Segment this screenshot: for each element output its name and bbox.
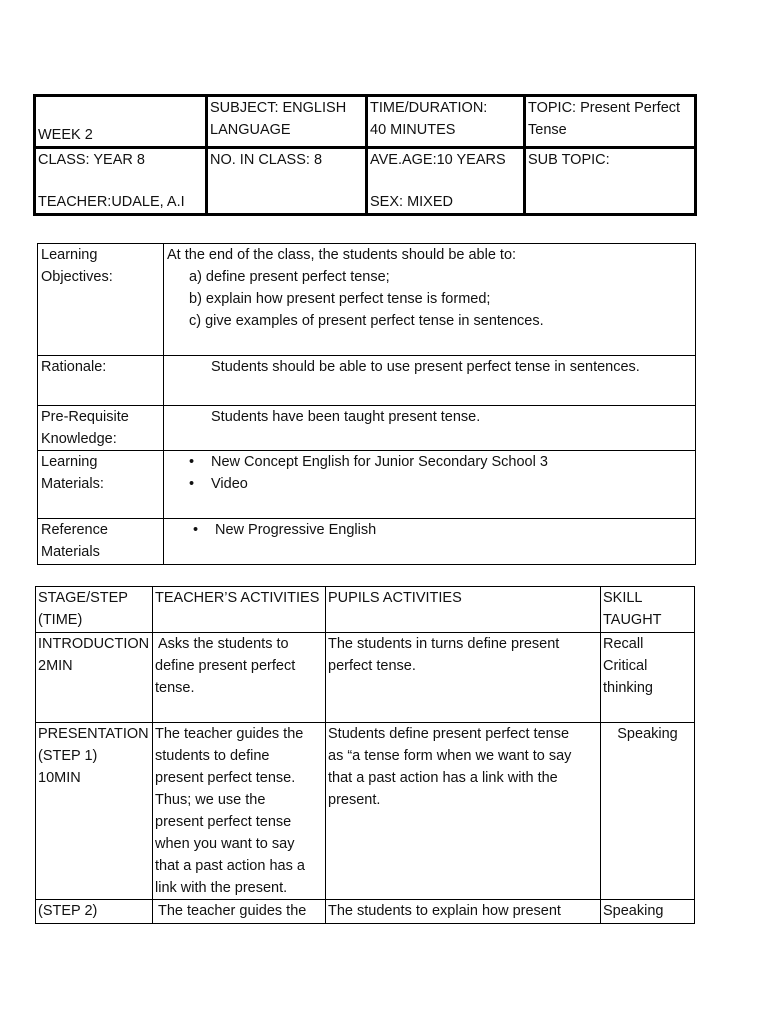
cell-line: link with the present. <box>155 880 288 896</box>
label-line: Materials <box>41 544 100 560</box>
subject-line-1: SUBJECT: ENGLISH <box>210 100 347 116</box>
header-text: PUPILS ACTIVITIES <box>328 590 462 606</box>
sub-topic-cell <box>525 148 696 215</box>
week-cell <box>35 96 207 148</box>
materials-label <box>38 451 164 519</box>
stage-cell <box>36 723 153 900</box>
materials-content <box>164 451 696 519</box>
learning-objectives-label <box>38 244 164 356</box>
bullet-icon: • <box>189 476 195 492</box>
label-line: Knowledge: <box>41 431 117 447</box>
material-text: New Concept English for Junior Secondary School 3 <box>211 454 548 470</box>
cell-line: INTRODUCTION <box>38 636 150 652</box>
pupils-cell <box>326 900 601 924</box>
cell-line: perfect tense. <box>328 658 416 674</box>
header-pupils <box>326 587 601 633</box>
topic-line-2: Tense <box>528 122 567 138</box>
cell-line: Critical <box>603 658 648 674</box>
label-line: Learning <box>41 454 98 470</box>
cell-line: tense. <box>155 680 195 696</box>
cell-line: when you want to say <box>155 836 295 852</box>
header-text: STAGE/STEP <box>38 590 128 606</box>
skill-cell <box>601 900 695 924</box>
ave-age-text: AVE.AGE:10 YEARS <box>370 152 506 168</box>
material-text: Video <box>211 476 248 492</box>
cell-line: Speaking <box>617 726 678 742</box>
week-text: WEEK 2 <box>38 127 93 143</box>
table-row <box>36 633 695 723</box>
table-row <box>36 900 695 924</box>
cell-line: 2MIN <box>38 658 73 674</box>
prereq-content <box>164 406 696 451</box>
no-in-class-cell <box>207 148 367 215</box>
teacher-cell <box>153 723 326 900</box>
cell-line: present perfect tense <box>155 814 292 830</box>
cell-line: PRESENTATION <box>38 726 149 742</box>
header-stage <box>36 587 153 633</box>
lesson-header-table <box>33 94 697 216</box>
topic-cell <box>525 96 696 148</box>
cell-line: thinking <box>603 680 653 696</box>
reference-label <box>38 519 164 565</box>
bullet-icon: • <box>189 454 195 470</box>
cell-line: (STEP 2) <box>38 903 98 919</box>
rationale-text: Students should be able to use present perfect tense in sentences. <box>211 359 640 375</box>
reference-list <box>167 519 692 541</box>
cell-line: Thus; we use the <box>155 792 266 808</box>
pupils-cell <box>326 633 601 723</box>
header-text: (TIME) <box>38 612 83 628</box>
list-item <box>193 519 692 541</box>
class-text: CLASS: YEAR 8 <box>38 152 145 168</box>
objective-item: a) define present perfect tense; <box>189 269 390 285</box>
stage-cell <box>36 633 153 723</box>
sex-text: SEX: MIXED <box>370 194 453 210</box>
subject-cell <box>207 96 367 148</box>
list-item <box>189 473 692 495</box>
header-text: SKILL <box>603 590 643 606</box>
cell-line: present perfect tense. <box>155 770 296 786</box>
table-header-row <box>36 587 695 633</box>
cell-line: that a past action has a link with the <box>328 770 558 786</box>
label-line: Reference <box>41 522 108 538</box>
cell-line: define present perfect <box>155 658 296 674</box>
cell-line: students to define <box>155 748 270 764</box>
stage-cell <box>36 900 153 924</box>
label-line: Learning <box>41 247 98 263</box>
objective-item: b) explain how present perfect tense is formed; <box>189 291 491 307</box>
teacher-cell <box>153 900 326 924</box>
rationale-content <box>164 356 696 406</box>
reference-text: New Progressive English <box>215 522 377 538</box>
header-teacher <box>153 587 326 633</box>
cell-line: 10MIN <box>38 770 81 786</box>
objectives-table <box>37 243 696 565</box>
header-text: TAUGHT <box>603 612 662 628</box>
label-line: Pre-Requisite <box>41 409 129 425</box>
cell-line: The teacher guides the <box>158 903 307 919</box>
materials-list <box>167 451 692 495</box>
label-line: Rationale: <box>41 359 107 375</box>
bullet-icon: • <box>193 522 199 538</box>
class-teacher-cell <box>35 148 207 215</box>
objectives-intro: At the end of the class, the students should be able to: <box>167 247 517 263</box>
time-line-2: 40 MINUTES <box>370 122 456 138</box>
pupils-cell <box>326 723 601 900</box>
skill-cell <box>601 633 695 723</box>
label-line: Materials: <box>41 476 104 492</box>
rationale-label <box>38 356 164 406</box>
cell-line: that a past action has a <box>155 858 305 874</box>
activities-table <box>35 586 695 924</box>
cell-line: Students define present perfect tense <box>328 726 570 742</box>
time-cell <box>367 96 525 148</box>
prereq-text: Students have been taught present tense. <box>211 409 481 425</box>
cell-line: The students to explain how present <box>328 903 561 919</box>
cell-line: Recall <box>603 636 644 652</box>
cell-line: Speaking <box>603 903 664 919</box>
header-skill <box>601 587 695 633</box>
list-item <box>189 451 692 473</box>
cell-line: (STEP 1) <box>38 748 98 764</box>
reference-content <box>164 519 696 565</box>
learning-objectives-content <box>164 244 696 356</box>
teacher-cell <box>153 633 326 723</box>
skill-cell <box>601 723 695 900</box>
teacher-text: TEACHER:UDALE, A.I <box>38 194 185 210</box>
no-in-class-text: NO. IN CLASS: 8 <box>210 152 323 168</box>
cell-line: Asks the students to <box>158 636 289 652</box>
prereq-label <box>38 406 164 451</box>
cell-line: The students in turns define present <box>328 636 560 652</box>
cell-line: as “a tense form when we want to say <box>328 748 572 764</box>
sub-topic-text: SUB TOPIC: <box>528 152 610 168</box>
topic-line-1: TOPIC: Present Perfect <box>528 100 681 116</box>
header-text: TEACHER’S ACTIVITIES <box>155 590 320 606</box>
cell-line: The teacher guides the <box>155 726 304 742</box>
age-sex-cell <box>367 148 525 215</box>
objective-item: c) give examples of present perfect tense in sentences. <box>189 313 544 329</box>
time-line-1: TIME/DURATION: <box>370 100 488 116</box>
table-row <box>36 723 695 900</box>
subject-line-2: LANGUAGE <box>210 122 291 138</box>
label-line: Objectives: <box>41 269 113 285</box>
cell-line: present. <box>328 792 381 808</box>
